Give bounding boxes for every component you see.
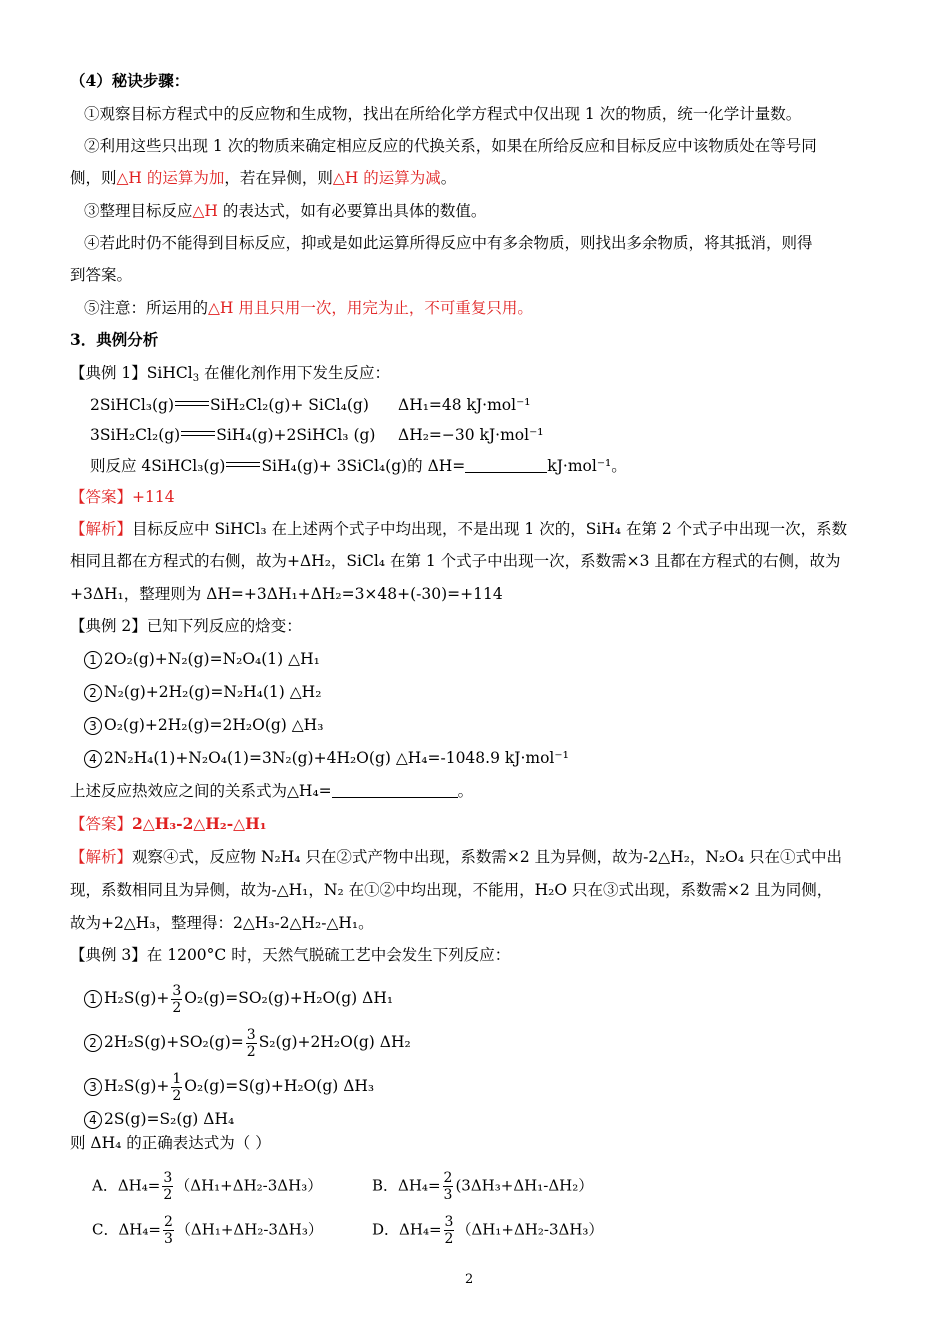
equilibrium-sign bbox=[181, 431, 215, 436]
example-3-question: 则 ΔH₄ 的正确表达式为（ ） bbox=[70, 1134, 271, 1152]
equilibrium-sign bbox=[175, 401, 209, 406]
step-3-text: 的表达式，如有必要算出具体的数值。 bbox=[217, 202, 487, 220]
step-3-text: ③整理目标反应 bbox=[84, 202, 193, 220]
denominator: 2 bbox=[246, 1043, 256, 1060]
analysis-text: 目标反应中 SiHCl₃ 在上述两个式子中均出现，不是出现 1 次的，SiH₄ 在第 2 个式子中出现一次，系数 bbox=[132, 520, 848, 538]
numerator: 3 bbox=[444, 1214, 454, 1230]
compound: SiHCl bbox=[146, 364, 193, 382]
step-2-text: 侧，则 bbox=[70, 169, 117, 187]
answer-blank[interactable] bbox=[465, 456, 547, 473]
example-1-analysis-line-1 bbox=[70, 518, 890, 540]
analysis-text: 观察④式，反应物 N₂H₄ 只在②式产物中出现，系数需×2 且为异侧，故为-2△H₂，N₂O₄ 只在①式中出 bbox=[132, 848, 843, 866]
section-3-title: 3．典例分析 bbox=[70, 330, 159, 349]
numerator: 3 bbox=[172, 982, 182, 999]
question-text: SiH₄(g)+ 3SiCl₄(g)的 ΔH= bbox=[261, 457, 466, 475]
step-4-line-1: ④若此时仍不能得到目标反应，抑或是如此运算所得反应中有多余物质，则找出多余物质，将其抵消，则得 bbox=[84, 234, 813, 252]
eq-left: 2SiHCl₃(g) bbox=[90, 396, 175, 414]
example-2-analysis-line-3: 故为+2△H₃，整理得：2△H₃-2△H₂-△H₁。 bbox=[70, 914, 374, 932]
example-3-reaction-4 bbox=[84, 1108, 904, 1130]
example-2-label: 【典例 2】 bbox=[70, 617, 147, 635]
reaction-text: O₂(g)+2H₂(g)=2H₂O(g) △H₃ bbox=[104, 716, 324, 734]
intro-text: 在催化剂作用下发生反应： bbox=[199, 364, 391, 382]
page-number: 2 bbox=[465, 1272, 474, 1287]
denominator: 2 bbox=[172, 1087, 182, 1104]
eq-enthalpy: ΔH₂=−30 kJ·mol⁻¹ bbox=[398, 426, 544, 444]
example-2-question bbox=[70, 780, 890, 802]
step-5-text: ⑤注意：所运用的 bbox=[84, 299, 209, 317]
example-2-intro bbox=[70, 615, 890, 637]
example-1-equation-2 bbox=[90, 424, 910, 446]
step-1: ①观察目标方程式中的反应物和生成物，找出在所给化学方程式中仅出现 1 次的物质，统一化学计量数。 bbox=[84, 105, 802, 123]
answer-value: +114 bbox=[132, 488, 175, 506]
example-2-reaction-3 bbox=[84, 714, 904, 736]
equilibrium-sign bbox=[226, 462, 260, 467]
reaction-text: 2H₂S(g)+SO₂(g)= bbox=[104, 1033, 244, 1051]
step-3-highlight: △H bbox=[192, 202, 218, 220]
step-4-line-2: 到答案。 bbox=[70, 266, 133, 284]
step-2-line-1: ②利用这些只出现 1 次的物质来确定相应反应的代换关系，如果在所给反应和目标反应中该物质处在等号同 bbox=[84, 137, 817, 155]
analysis-label: 【解析】 bbox=[70, 520, 133, 538]
numerator: 3 bbox=[163, 1170, 173, 1186]
reaction-text: H₂S(g)+ bbox=[104, 989, 170, 1007]
option-b[interactable] bbox=[372, 1170, 593, 1203]
answer-label: 【答案】 bbox=[70, 815, 133, 833]
denominator: 3 bbox=[163, 1231, 173, 1247]
circled-number: 2 bbox=[84, 1034, 102, 1052]
option-b-label: B．ΔH₄= bbox=[372, 1176, 441, 1195]
example-2-analysis-line-2: 现，系数相同且为异侧，故为-△H₁，N₂ 在①②中均出现，不能用，H₂O 只在③式出现，系数需×2 且为同侧， bbox=[70, 881, 833, 899]
example-2-answer bbox=[70, 813, 890, 835]
example-1-analysis-line-3: +3ΔH₁，整理则为 ΔH=+3ΔH₁+ΔH₂=3×48+(-30)=+114 bbox=[70, 585, 503, 603]
reaction-text: O₂(g)=S(g)+H₂O(g) ΔH₃ bbox=[184, 1077, 375, 1095]
option-c[interactable] bbox=[92, 1214, 323, 1247]
eq-left: 3SiH₂Cl₂(g) bbox=[90, 426, 181, 444]
answer-value: 2△H₃-2△H₂-△H₁ bbox=[132, 814, 267, 833]
example-2-reaction-1 bbox=[84, 648, 904, 670]
option-d[interactable] bbox=[372, 1214, 603, 1247]
example-3-reaction-2 bbox=[84, 1024, 904, 1060]
example-3-intro bbox=[70, 944, 890, 966]
circled-number: 3 bbox=[84, 717, 102, 735]
fraction bbox=[163, 1214, 174, 1247]
numerator: 1 bbox=[172, 1070, 182, 1087]
subscript: 3 bbox=[192, 373, 200, 384]
fraction bbox=[246, 1027, 257, 1060]
circled-number: 4 bbox=[84, 750, 102, 768]
circled-number: 2 bbox=[84, 684, 102, 702]
fraction bbox=[171, 1071, 182, 1104]
example-2-reaction-2 bbox=[84, 681, 904, 703]
denominator: 2 bbox=[172, 999, 182, 1016]
option-a-label: A．ΔH₄= bbox=[92, 1176, 161, 1195]
example-1-analysis-line-2: 相同且都在方程式的右侧，故为+ΔH₂，SiCl₄ 在第 1 个式子中出现一次，系数需×3 且都在方程式的右侧，故为 bbox=[70, 552, 841, 570]
analysis-label: 【解析】 bbox=[70, 848, 133, 866]
option-a[interactable] bbox=[92, 1170, 322, 1203]
example-2-reaction-4 bbox=[84, 747, 904, 769]
reaction-text: 2S(g)=S₂(g) ΔH₄ bbox=[104, 1110, 235, 1128]
option-a-expr: （ΔH₁+ΔH₂-3ΔH₃） bbox=[175, 1176, 323, 1195]
example-1-question bbox=[90, 455, 910, 477]
reaction-text: S₂(g)+2H₂O(g) ΔH₂ bbox=[258, 1033, 411, 1051]
example-3-reaction-3 bbox=[84, 1068, 904, 1104]
example-1-equation-1 bbox=[90, 394, 910, 416]
example-3-reaction-1 bbox=[84, 980, 904, 1016]
circled-number: 1 bbox=[84, 990, 102, 1008]
step-2-text: 。 bbox=[440, 169, 457, 187]
denominator: 2 bbox=[163, 1187, 173, 1203]
fraction bbox=[444, 1214, 455, 1247]
eq-right: SiH₂Cl₂(g)+ SiCl₄(g) bbox=[210, 396, 369, 414]
example-1-label: 【典例 1】 bbox=[70, 364, 147, 382]
reaction-text: H₂S(g)+ bbox=[104, 1077, 170, 1095]
denominator: 2 bbox=[444, 1231, 454, 1247]
option-d-expr: （ΔH₁+ΔH₂-3ΔH₃） bbox=[456, 1220, 604, 1239]
question-end: 。 bbox=[457, 782, 474, 800]
example-3-label: 【典例 3】 bbox=[70, 946, 147, 964]
question-text: 则反应 4SiHCl₃(g) bbox=[90, 457, 226, 475]
reaction-text: 2O₂(g)+N₂(g)=N₂O₄(1) △H₁ bbox=[104, 650, 320, 668]
question-unit: kJ·mol⁻¹。 bbox=[547, 457, 627, 475]
step-2-line-2 bbox=[70, 167, 890, 189]
option-d-label: D．ΔH₄= bbox=[372, 1220, 442, 1239]
numerator: 3 bbox=[246, 1026, 256, 1043]
answer-blank[interactable] bbox=[332, 781, 458, 798]
circled-number: 1 bbox=[84, 651, 102, 669]
step-2-highlight-subtract: △H 的运算为减 bbox=[332, 169, 441, 187]
step-5-highlight: △H 用且只用一次，用完为止，不可重复只用。 bbox=[208, 299, 533, 317]
fraction bbox=[162, 1170, 173, 1203]
circled-number: 3 bbox=[84, 1078, 102, 1096]
fraction bbox=[443, 1170, 454, 1203]
denominator: 3 bbox=[443, 1187, 453, 1203]
reaction-text: O₂(g)=SO₂(g)+H₂O(g) ΔH₁ bbox=[184, 989, 394, 1007]
numerator: 2 bbox=[163, 1214, 173, 1230]
numerator: 2 bbox=[443, 1170, 453, 1186]
reaction-text: N₂(g)+2H₂(g)=N₂H₄(1) △H₂ bbox=[104, 683, 322, 701]
eq-enthalpy: ΔH₁=48 kJ·mol⁻¹ bbox=[398, 396, 531, 414]
answer-label: 【答案】 bbox=[70, 488, 133, 506]
reaction-text: 2N₂H₄(1)+N₂O₄(1)=3N₂(g)+4H₂O(g) △H₄=-1048.9 kJ·mol⁻¹ bbox=[104, 749, 569, 767]
step-2-text: ，若在异侧，则 bbox=[224, 169, 333, 187]
circled-number: 4 bbox=[84, 1111, 102, 1129]
section-title: （4）秘诀步骤： bbox=[70, 71, 190, 90]
eq-right: SiH₄(g)+2SiHCl₃ (g) bbox=[216, 426, 376, 444]
step-3 bbox=[84, 200, 904, 222]
example-1-intro bbox=[70, 362, 890, 384]
fraction bbox=[171, 983, 182, 1016]
option-c-label: C．ΔH₄= bbox=[92, 1220, 161, 1239]
step-5 bbox=[84, 297, 904, 319]
option-c-expr: （ΔH₁+ΔH₂-3ΔH₃） bbox=[175, 1220, 323, 1239]
intro-text: 已知下列反应的焓变： bbox=[146, 617, 302, 635]
step-2-highlight-add: △H 的运算为加 bbox=[116, 169, 225, 187]
question-text: 上述反应热效应之间的关系式为△H₄= bbox=[70, 782, 332, 800]
example-1-answer bbox=[70, 486, 890, 508]
example-2-analysis-line-1 bbox=[70, 846, 890, 868]
option-b-expr: (3ΔH₃+ΔH₁-ΔH₂） bbox=[455, 1176, 594, 1195]
intro-text: 在 1200°C 时，天然气脱硫工艺中会发生下列反应： bbox=[146, 946, 511, 964]
